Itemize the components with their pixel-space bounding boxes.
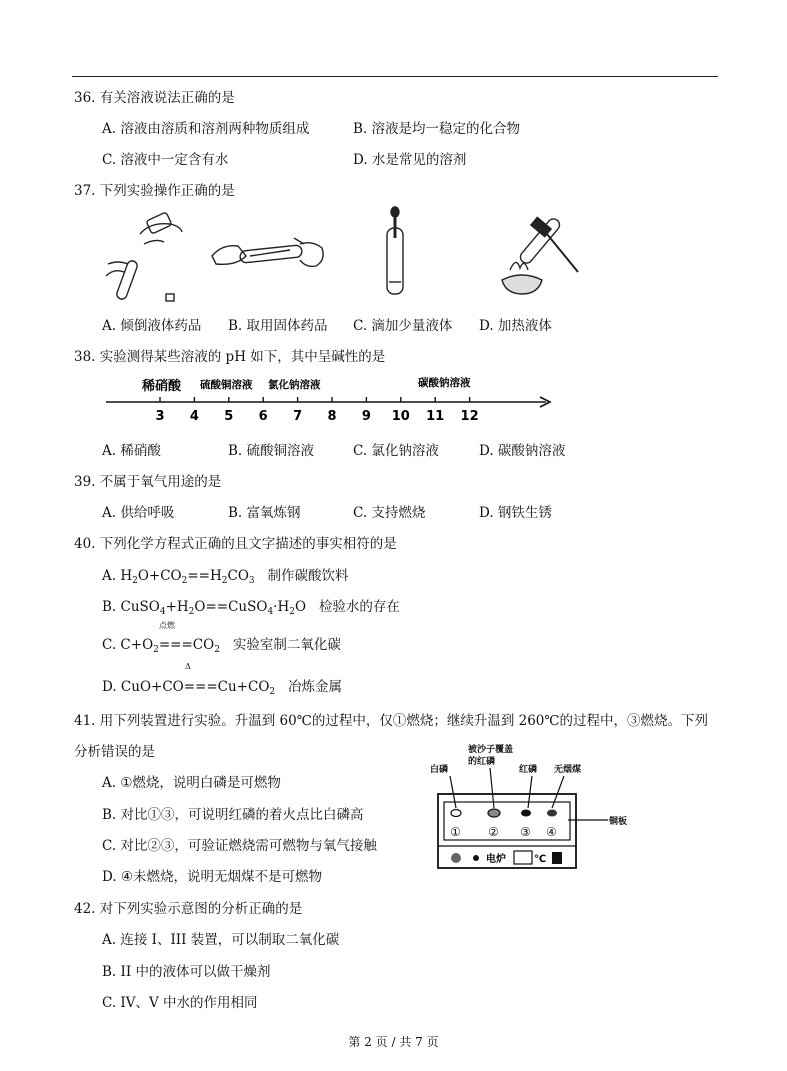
q37-stem: 37. 下列实验操作正确的是	[74, 183, 235, 199]
fig-num-4: ④	[546, 825, 557, 839]
dropper-illustration	[380, 204, 410, 296]
q39-option-a: A. 供给呼吸	[102, 505, 175, 521]
q39-stem: 39. 不属于氧气用途的是	[74, 474, 222, 490]
fig-label-coal: 无烟煤	[554, 765, 582, 775]
ph-label-dilute-nitric: 稀硝酸	[142, 379, 182, 394]
header-rule	[72, 76, 718, 77]
ph-tick-label: 7	[293, 409, 303, 424]
fig-label-sand-2: 的红磷	[468, 757, 496, 767]
q41-option-a: A. ①燃烧，说明白磷是可燃物	[102, 775, 281, 791]
q40-option-b: B. $CuSO_4+H_2O==CuSO_4\cdot H_2O$ 检验水的存在	[102, 599, 400, 617]
furnace-display	[514, 851, 532, 864]
ph-tick-label: 12	[460, 409, 479, 424]
q42-option-a: A. 连接 I、III 装置，可以制取二氧化碳	[102, 932, 340, 948]
white-phosphorus-sample	[451, 810, 461, 817]
q40-b-desc: 检验水的存在	[318, 599, 400, 615]
ph-label-sodium-chloride: 氯化钠溶液	[268, 379, 321, 391]
q41-option-d: D. ④未燃烧，说明无烟煤不是可燃物	[102, 869, 323, 885]
fig-label-red-p: 红磷	[519, 765, 538, 775]
fig-num-2: ②	[488, 825, 499, 839]
combustion-apparatus-figure	[428, 742, 638, 872]
q38-option-a: A. 稀硝酸	[102, 443, 161, 459]
red-phosphorus-sample	[521, 810, 531, 817]
q41-stem-line1: 41. 用下列装置进行实验。升温到 60℃的过程中，仅①燃烧；继续升温到 260℃的过程中，③燃烧。下列	[74, 713, 708, 729]
anthracite-sample	[547, 810, 557, 817]
q40-c-desc: 实验室制二氧化碳	[232, 637, 341, 653]
ph-tick-label: 11	[426, 409, 445, 424]
furnace-switch	[552, 852, 562, 864]
ph-tick-label: 5	[224, 409, 234, 424]
ph-tick-label: 9	[361, 409, 371, 424]
q40-d-desc: 冶炼金属	[288, 679, 343, 695]
q37-option-a: A. 倾倒液体药品	[102, 318, 202, 334]
fig-label-sand-1: 被沙子覆盖	[468, 745, 514, 755]
fig-unit: ℃	[534, 854, 547, 865]
q40-c-condition: 点燃	[159, 621, 175, 630]
q42-option-b: B. II 中的液体可以做干燥剂	[102, 964, 271, 980]
pouring-liquid-illustration	[100, 204, 190, 306]
heating-liquid-illustration	[494, 208, 584, 300]
q38-option-d: D. 碳酸钠溶液	[479, 443, 566, 459]
q36-option-b: B. 溶液是均一稳定的化合物	[353, 121, 521, 137]
q39-option-c: C. 支持燃烧	[353, 505, 426, 521]
fig-label-plate: 铜板	[609, 817, 628, 827]
page-footer: 第 2 页 / 共 7 页	[348, 1035, 439, 1049]
furnace-light-icon	[473, 855, 479, 861]
q38-option-b: B. 硫酸铜溶液	[228, 443, 315, 459]
fig-num-3: ③	[520, 825, 531, 839]
q42-option-c: C. IV、V 中水的作用相同	[102, 995, 258, 1011]
q38-stem: 38. 实验测得某些溶液的 pH 如下，其中呈碱性的是	[74, 349, 386, 365]
q37-option-b: B. 取用固体药品	[228, 318, 328, 334]
ph-label-copper-sulfate: 硫酸铜溶液	[200, 379, 253, 391]
fig-num-1: ①	[450, 825, 461, 839]
q41-stem-line2: 分析错误的是	[74, 744, 155, 760]
ph-tick-label: 3	[155, 409, 165, 424]
fig-label-white-p: 白磷	[430, 765, 449, 775]
ph-scale	[100, 370, 560, 430]
solid-reagent-illustration	[210, 232, 330, 278]
q40-stem: 40. 下列化学方程式正确的且文字描述的事实相符的是	[74, 536, 397, 552]
q39-option-d: D. 钢铁生锈	[479, 505, 552, 521]
covered-red-phosphorus-sample	[488, 809, 500, 817]
q40-option-c: C. $C+O_2===CO_2$ 实验室制二氧化碳	[102, 637, 341, 655]
q40-d-condition: Δ	[185, 662, 191, 671]
q36-option-c: C. 溶液中一定含有水	[102, 152, 229, 168]
q36-stem: 36. 有关溶液说法正确的是	[74, 90, 235, 106]
q38-option-c: C. 氯化钠溶液	[353, 443, 439, 459]
q40-option-a: A. $H_2O+CO_2==H_2CO_3$ 制作碳酸饮料	[102, 568, 349, 586]
q36-option-a: A. 溶液由溶质和溶剂两种物质组成	[102, 121, 310, 137]
q41-option-c: C. 对比②③，可验证燃烧需可燃物与氧气接触	[102, 838, 377, 854]
ph-label-sodium-carbonate: 碳酸钠溶液	[418, 377, 471, 389]
q40-option-d: D. $CuO+CO===Cu+CO_2$ 冶炼金属	[102, 679, 343, 697]
q42-stem: 42. 对下列实验示意图的分析正确的是	[74, 901, 303, 917]
q37-option-c: C. 滴加少量液体	[353, 318, 453, 334]
q41-option-b: B. 对比①③，可说明红磷的着火点比白磷高	[102, 807, 364, 823]
fig-furnace-label: 电炉	[486, 854, 506, 865]
q37-option-d: D. 加热液体	[479, 318, 552, 334]
furnace-knob-icon	[451, 853, 461, 863]
q40-a-desc: 制作碳酸饮料	[267, 568, 349, 584]
q39-option-b: B. 富氧炼钢	[228, 505, 301, 521]
ph-tick-label: 10	[391, 409, 410, 424]
q36-option-d: D. 水是常见的溶剂	[353, 152, 467, 168]
ph-tick-label: 8	[327, 409, 337, 424]
ph-tick-label: 4	[189, 409, 199, 424]
ph-tick-label: 6	[258, 409, 268, 424]
